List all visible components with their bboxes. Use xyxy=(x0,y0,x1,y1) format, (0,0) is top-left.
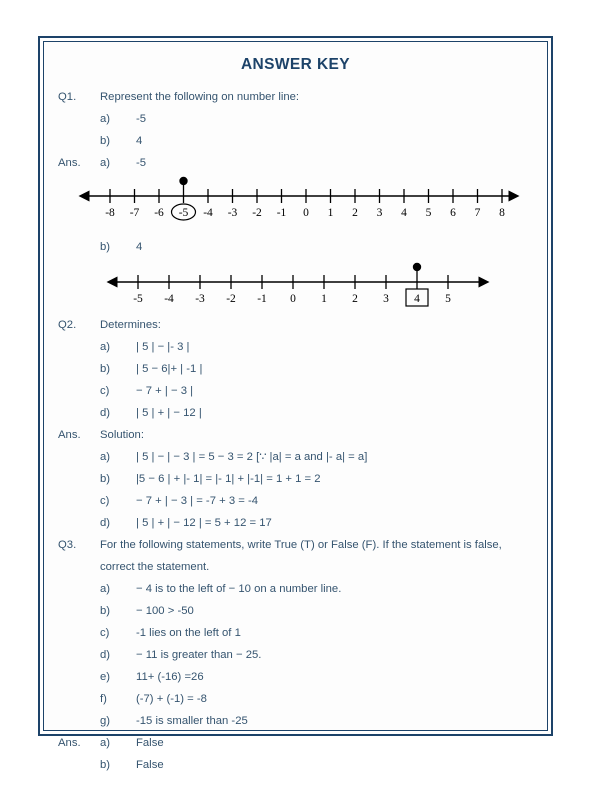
q3-item-c-letter: c) xyxy=(100,627,110,639)
q2-answer-d xyxy=(58,512,533,534)
svg-text:2: 2 xyxy=(352,293,358,305)
svg-text:1: 1 xyxy=(327,207,334,219)
svg-text:7: 7 xyxy=(474,207,481,219)
q1-number: Q1. xyxy=(58,91,77,103)
page-border-inner xyxy=(43,41,548,771)
q3-item-c xyxy=(58,622,533,644)
q2-answer-label: Ans. xyxy=(58,429,81,441)
svg-text:8: 8 xyxy=(499,207,505,219)
q1-answer-b-text: 4 xyxy=(136,241,143,253)
q3-item-d-letter: d) xyxy=(100,649,111,661)
number-line-svg-2 xyxy=(58,258,538,316)
number-line-svg-1 xyxy=(58,174,538,236)
svg-text:5: 5 xyxy=(425,207,432,219)
svg-text:6: 6 xyxy=(450,207,456,219)
q1-item-a xyxy=(58,108,533,130)
q1-prompt-text: Represent the following on number line: xyxy=(100,91,300,103)
svg-text:-5: -5 xyxy=(178,207,189,219)
q2-answer-c-letter: c) xyxy=(100,495,110,507)
q1-answer-b xyxy=(58,236,533,258)
q2-prompt-row xyxy=(58,314,533,336)
svg-text:-7: -7 xyxy=(129,207,140,219)
svg-text:0: 0 xyxy=(303,207,309,219)
q1-item-b xyxy=(58,130,533,152)
q2-answer-b xyxy=(58,468,533,490)
q3-answer-a xyxy=(58,732,533,754)
q3-item-f xyxy=(58,688,533,710)
figure-number-line-minus-5 xyxy=(58,174,533,236)
q2-item-b xyxy=(58,358,533,380)
q3-item-f-letter: f) xyxy=(100,693,107,705)
svg-text:-2: -2 xyxy=(252,207,262,219)
q1-answer-a xyxy=(58,152,533,174)
svg-text:-3: -3 xyxy=(227,207,238,219)
document-content xyxy=(44,42,547,771)
q2-item-a-letter: a) xyxy=(100,341,111,353)
q3-item-b-text: − 100 > -50 xyxy=(136,605,194,617)
q2-answer-heading-row xyxy=(58,424,533,446)
svg-text:-4: -4 xyxy=(203,207,213,219)
q3-item-d xyxy=(58,644,533,666)
q1-answer-label: Ans. xyxy=(58,157,81,169)
q2-item-a-text: | 5 | − |- 3 | xyxy=(136,341,190,353)
svg-text:-6: -6 xyxy=(154,207,164,219)
page-title: ANSWER KEY xyxy=(240,56,351,73)
svg-text:-3: -3 xyxy=(195,293,205,305)
q3-item-b-letter: b) xyxy=(100,605,111,617)
q1-answer-a-letter: a) xyxy=(100,157,111,169)
q3-answer-a-letter: a) xyxy=(100,737,111,749)
q1-item-b-text: 4 xyxy=(136,135,143,147)
q2-answer-a-text: | 5 | − | − 3 | = 5 − 3 = 2 [∵ |a| = a and |- a| = a] xyxy=(136,451,368,463)
svg-text:3: 3 xyxy=(376,207,383,219)
q3-item-g-text: -15 is smaller than -25 xyxy=(136,715,248,727)
svg-text:4: 4 xyxy=(401,207,407,219)
q3-item-e-text: 11+ (-16) =26 xyxy=(136,671,204,683)
q2-number: Q2. xyxy=(58,319,77,331)
q2-answer-d-letter: d) xyxy=(100,517,111,529)
svg-text:2: 2 xyxy=(352,207,358,219)
svg-text:-5: -5 xyxy=(133,293,143,305)
q3-answer-b-text: False xyxy=(136,759,164,771)
q3-item-g xyxy=(58,710,533,732)
svg-text:-8: -8 xyxy=(105,207,115,219)
q2-item-b-letter: b) xyxy=(100,363,111,375)
svg-text:4: 4 xyxy=(414,293,420,305)
svg-text:-4: -4 xyxy=(164,293,174,305)
marker-dot xyxy=(179,177,187,185)
q1-item-a-letter: a) xyxy=(100,113,111,125)
q2-answer-b-letter: b) xyxy=(100,473,111,485)
q2-answer-heading: Solution: xyxy=(100,429,144,441)
q2-item-d-letter: d) xyxy=(100,407,111,419)
svg-text:-2: -2 xyxy=(226,293,236,305)
svg-text:1: 1 xyxy=(321,293,327,305)
q2-item-a xyxy=(58,336,533,358)
q3-item-a-text: − 4 is to the left of − 10 on a number line. xyxy=(136,583,342,595)
q3-item-a xyxy=(58,578,533,600)
q3-item-f-text: (-7) + (-1) = -8 xyxy=(136,693,207,705)
q3-number: Q3. xyxy=(58,539,77,551)
q3-item-e xyxy=(58,666,533,688)
q3-item-b xyxy=(58,600,533,622)
q3-prompt-row-2 xyxy=(58,556,533,578)
q2-item-c-text: − 7 + | − 3 | xyxy=(136,385,194,397)
q3-item-d-text: − 11 is greater than − 25. xyxy=(136,649,262,661)
svg-text:5: 5 xyxy=(445,293,451,305)
svg-text:3: 3 xyxy=(383,293,389,305)
q3-answer-b-letter: b) xyxy=(100,759,111,771)
q3-item-g-letter: g) xyxy=(100,715,111,727)
q1-answer-a-text: -5 xyxy=(136,157,147,169)
page-border-outer xyxy=(38,36,553,771)
q2-answer-d-text: | 5 | + | − 12 | = 5 + 12 = 17 xyxy=(136,517,272,529)
q2-answer-a-letter: a) xyxy=(100,451,111,463)
q2-item-b-text: | 5 − 6|+ | -1 | xyxy=(136,363,203,375)
q3-prompt-row xyxy=(58,534,533,556)
q3-answer-label: Ans. xyxy=(58,737,81,749)
svg-text:-1: -1 xyxy=(257,293,267,305)
q1-answer-b-letter: b) xyxy=(100,241,111,253)
q2-item-d xyxy=(58,402,533,424)
q2-answer-a xyxy=(58,446,533,468)
q3-prompt-line1: For the following statements, write True (T) or False (F). If the statement is false, xyxy=(100,539,502,551)
q3-answer-a-text: False xyxy=(136,737,164,749)
q3-item-e-letter: e) xyxy=(100,671,111,683)
q1-item-a-text: -5 xyxy=(136,113,147,125)
svg-text:0: 0 xyxy=(290,293,296,305)
q3-prompt-line2: correct the statement. xyxy=(100,561,210,573)
marker-dot xyxy=(413,263,421,271)
q3-answer-b xyxy=(58,754,533,776)
q2-item-d-text: | 5 | + | − 12 | xyxy=(136,407,202,419)
q2-answer-c xyxy=(58,490,533,512)
q1-prompt-row xyxy=(58,86,533,108)
q2-item-c-letter: c) xyxy=(100,385,110,397)
q3-item-a-letter: a) xyxy=(100,583,111,595)
q2-answer-b-text: |5 − 6 | + |- 1| = |- 1| + |-1| = 1 + 1 = 2 xyxy=(136,473,321,485)
svg-text:-1: -1 xyxy=(276,207,287,219)
q2-prompt-text: Determines: xyxy=(100,319,161,331)
q3-item-c-text: -1 lies on the left of 1 xyxy=(136,627,241,639)
figure-number-line-4 xyxy=(58,258,533,314)
q2-answer-c-text: − 7 + | − 3 | = -7 + 3 = -4 xyxy=(136,495,259,507)
q1-item-b-letter: b) xyxy=(100,135,111,147)
q2-item-c xyxy=(58,380,533,402)
